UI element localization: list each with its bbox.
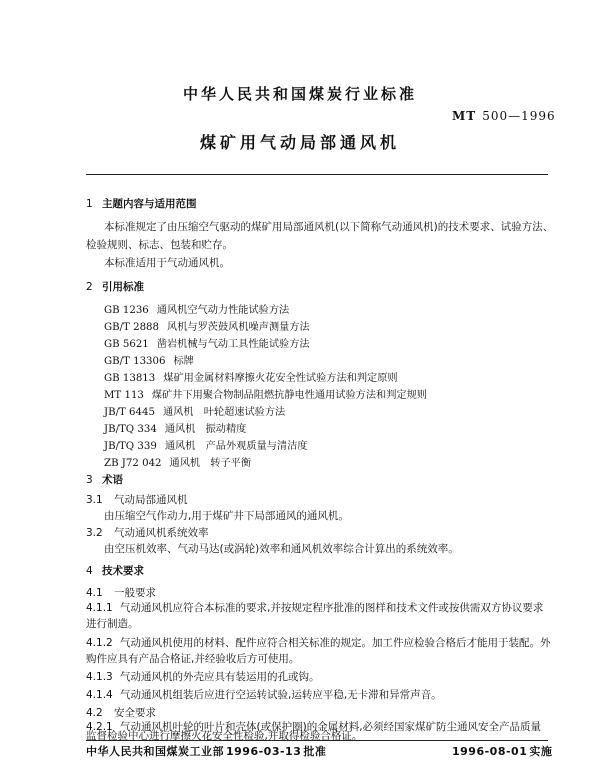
standard-category-title: 中华人民共和国煤炭行业标准 bbox=[182, 85, 417, 103]
reference-item: JB/TQ 339 通风机 产品外观质量与清洁度 bbox=[104, 441, 308, 452]
document-code: MT bbox=[452, 109, 477, 123]
clause-4-2-heading: 4.2 安全要求 bbox=[86, 707, 156, 719]
clause-4-1-heading: 4.1 一般要求 bbox=[86, 587, 156, 599]
reference-item: MT 113 煤矿井下用聚合物制品阻燃抗静电性通用试验方法和判定规则 bbox=[104, 390, 427, 401]
header-divider bbox=[86, 174, 548, 175]
reference-item: GB/T 13306 标牌 bbox=[104, 356, 194, 367]
clause-4-1-3: 4.1.3 气动通风机的外壳应具有装运用的孔或钩。 bbox=[86, 671, 320, 683]
clause-4-1-1-line-2: 进行制造。 bbox=[86, 618, 139, 630]
reference-item: GB 5621 凿岩机械与气动工具性能试验方法 bbox=[104, 339, 310, 350]
reference-item: JB/T 6445 通风机 叶轮超速试验方法 bbox=[104, 407, 286, 418]
section-1-para-2: 本标准适用于气动通风机。 bbox=[104, 257, 230, 269]
section-1-para-1-line-1: 本标准规定了由压缩空气驱动的煤矿用局部通风机(以下简称气动通风机)的技术要求、试验方法、 bbox=[104, 221, 554, 233]
section-4-heading: 4 技术要求 bbox=[86, 565, 144, 577]
footer-issuer: 中华人民共和国煤炭工业部 1996-03-13 批准 bbox=[86, 745, 327, 758]
reference-item: JB/TQ 334 通风机 振动精度 bbox=[104, 424, 247, 435]
clause-4-1-1-line-1: 4.1.1 气动通风机应符合本标准的要求,并按规定程序批准的图样和技术文件或按供需双方协议要求 bbox=[86, 602, 544, 614]
term-3-2-heading: 3.2 气动通风机系统效率 bbox=[86, 527, 209, 539]
section-1-heading: 1 主题内容与适用范围 bbox=[86, 198, 197, 210]
page-title: 煤矿用气动局部通风机 bbox=[199, 133, 400, 152]
footer-effective: 1996-08-01 实施 bbox=[452, 745, 553, 758]
term-3-1-heading: 3.1 气动局部通风机 bbox=[86, 494, 188, 506]
document-number-value: 500—1996 bbox=[482, 109, 556, 123]
clause-4-2-1-line-2: 监督检验中心进行摩擦火花安全性检验,并取得检验合格证。 bbox=[86, 730, 363, 742]
section-3-heading: 3 术语 bbox=[86, 474, 123, 486]
reference-item: GB 13813 煤矿用金属材料摩擦火花安全性试验方法和判定原则 bbox=[104, 373, 398, 384]
reference-item: GB/T 2888 风机与罗茨鼓风机噪声测量方法 bbox=[104, 322, 310, 333]
term-3-1-definition: 由压缩空气作动力,用于煤矿井下局部通风的通风机。 bbox=[104, 510, 349, 522]
document-number bbox=[452, 109, 556, 123]
term-3-2-definition: 由空压机效率、气动马达(或涡轮)效率和通风机效率综合计算出的系统效率。 bbox=[104, 543, 459, 555]
reference-item: GB 1236 通风机空气动力性能试验方法 bbox=[104, 305, 290, 316]
section-2-heading: 2 引用标准 bbox=[86, 281, 144, 293]
clause-4-1-4: 4.1.4 气动通风机组装后应进行空运转试验,运转应平稳,无卡滞和异常声音。 bbox=[86, 689, 442, 701]
section-1-para-1-line-2: 检验规则、标志、包装和贮存。 bbox=[86, 239, 233, 251]
clause-4-1-2-line-1: 4.1.2 气动通风机使用的材料、配件应符合相关标准的规定。加工件应检验合格后才能用于装配。外 bbox=[86, 637, 551, 649]
reference-item: ZB J72 042 通风机 转子平衡 bbox=[104, 458, 252, 469]
clause-4-2-1-line-1: 4.2.1 气动通风机叶轮的叶片和壳体(或保护圈)的金属材料,必须经国家煤矿防尘通风安全产品质量 bbox=[86, 721, 542, 733]
footer-divider bbox=[86, 740, 548, 741]
clause-4-1-2-line-2: 购件应具有产品合格证,并经验收后方可使用。 bbox=[86, 653, 300, 665]
